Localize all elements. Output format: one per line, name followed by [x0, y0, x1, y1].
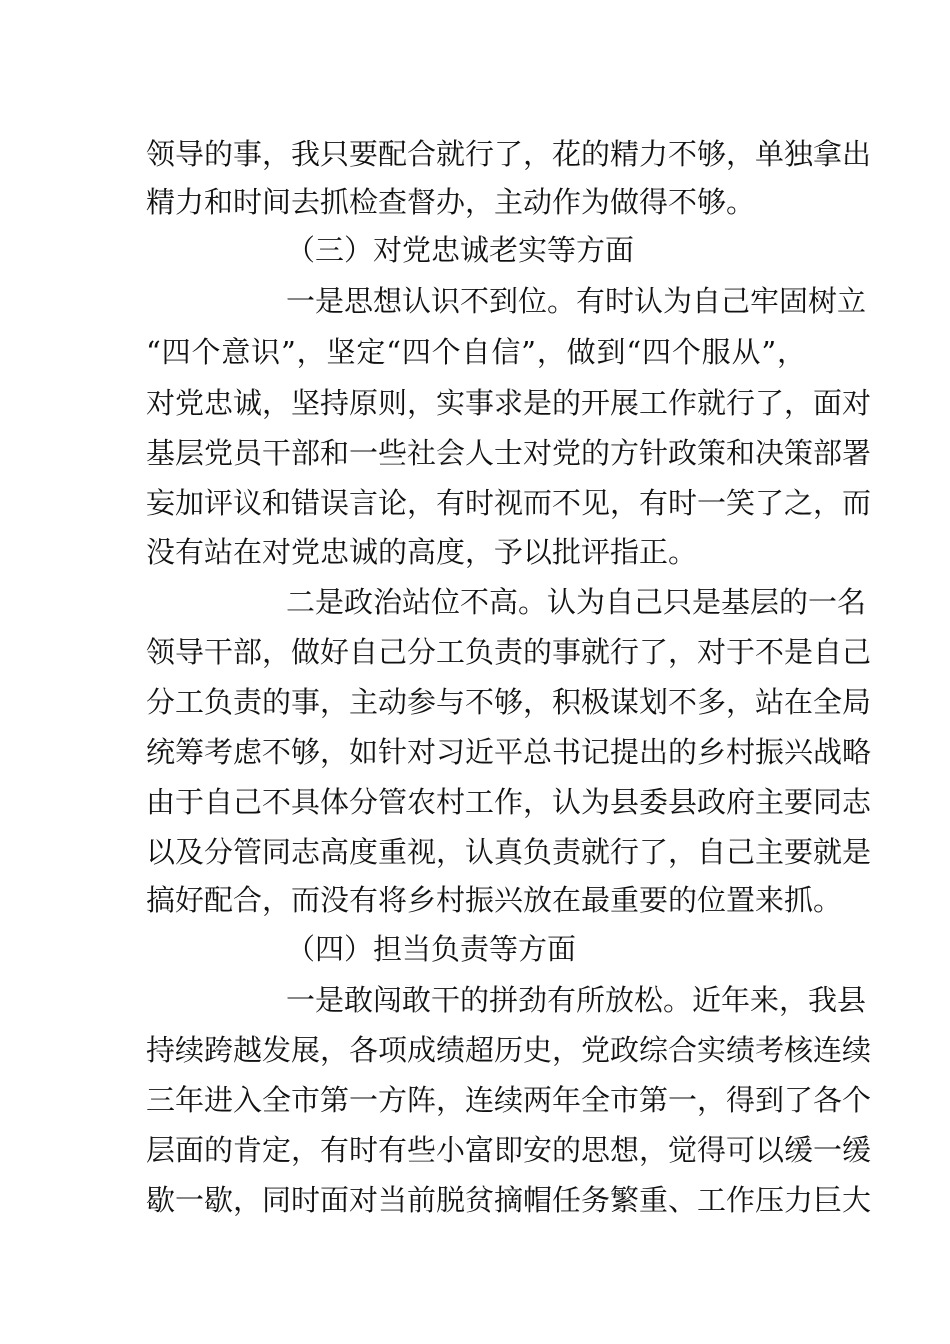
paragraph-line: 领导的事，我只要配合就行了，花的精力不够，单独拿出 [146, 137, 872, 171]
section-heading-4: （四）担当负责等方面 [286, 932, 577, 966]
paragraph-line: 二是政治站位不高。认为自己只是基层的一名 [286, 585, 867, 619]
paragraph-line: 基层党员干部和一些社会人士对党的方针政策和决策部署 [146, 436, 872, 470]
paragraph-line: 没有站在对党忠诚的高度，予以批评指正。 [146, 535, 698, 569]
paragraph-line: 一是思想认识不到位。有时认为自己牢固树立 [286, 284, 867, 318]
paragraph-line: 领导干部，做好自己分工负责的事就行了，对于不是自己 [146, 635, 872, 669]
paragraph-line: 统筹考虑不够，如针对习近平总书记提出的乡村振兴战略 [146, 735, 872, 769]
paragraph-line: “四个意识”，坚定“四个自信”，做到“四个服从”， [146, 335, 806, 369]
paragraph-line: 分工负责的事，主动参与不够，积极谋划不多，站在全局 [146, 685, 872, 719]
paragraph-line: 三年进入全市第一方阵，连续两年全市第一，得到了各个 [146, 1083, 872, 1117]
section-heading-3: （三）对党忠诚老实等方面 [286, 233, 635, 267]
paragraph-line: 妄加评议和错误言论，有时视而不见，有时一笑了之，而 [146, 486, 872, 520]
paragraph-line: 由于自己不具体分管农村工作，认为县委县政府主要同志 [146, 785, 872, 819]
paragraph-line: 对党忠诚，坚持原则，实事求是的开展工作就行了，面对 [146, 386, 872, 420]
paragraph-line: 精力和时间去抓检查督办，主动作为做得不够。 [146, 185, 756, 219]
paragraph-line: 层面的肯定，有时有些小富即安的思想，觉得可以缓一缓 [146, 1133, 872, 1167]
paragraph-line: 以及分管同志高度重视，认真负责就行了，自己主要就是 [146, 835, 872, 869]
paragraph-line: 持续跨越发展，各项成绩超历史，党政综合实绩考核连续 [146, 1033, 872, 1067]
paragraph-line: 歇一歇，同时面对当前脱贫摘帽任务繁重、工作压力巨大 [146, 1183, 872, 1217]
paragraph-line: 搞好配合，而没有将乡村振兴放在最重要的位置来抓。 [146, 883, 843, 917]
paragraph-line: 一是敢闯敢干的拼劲有所放松。近年来，我县 [286, 983, 867, 1017]
